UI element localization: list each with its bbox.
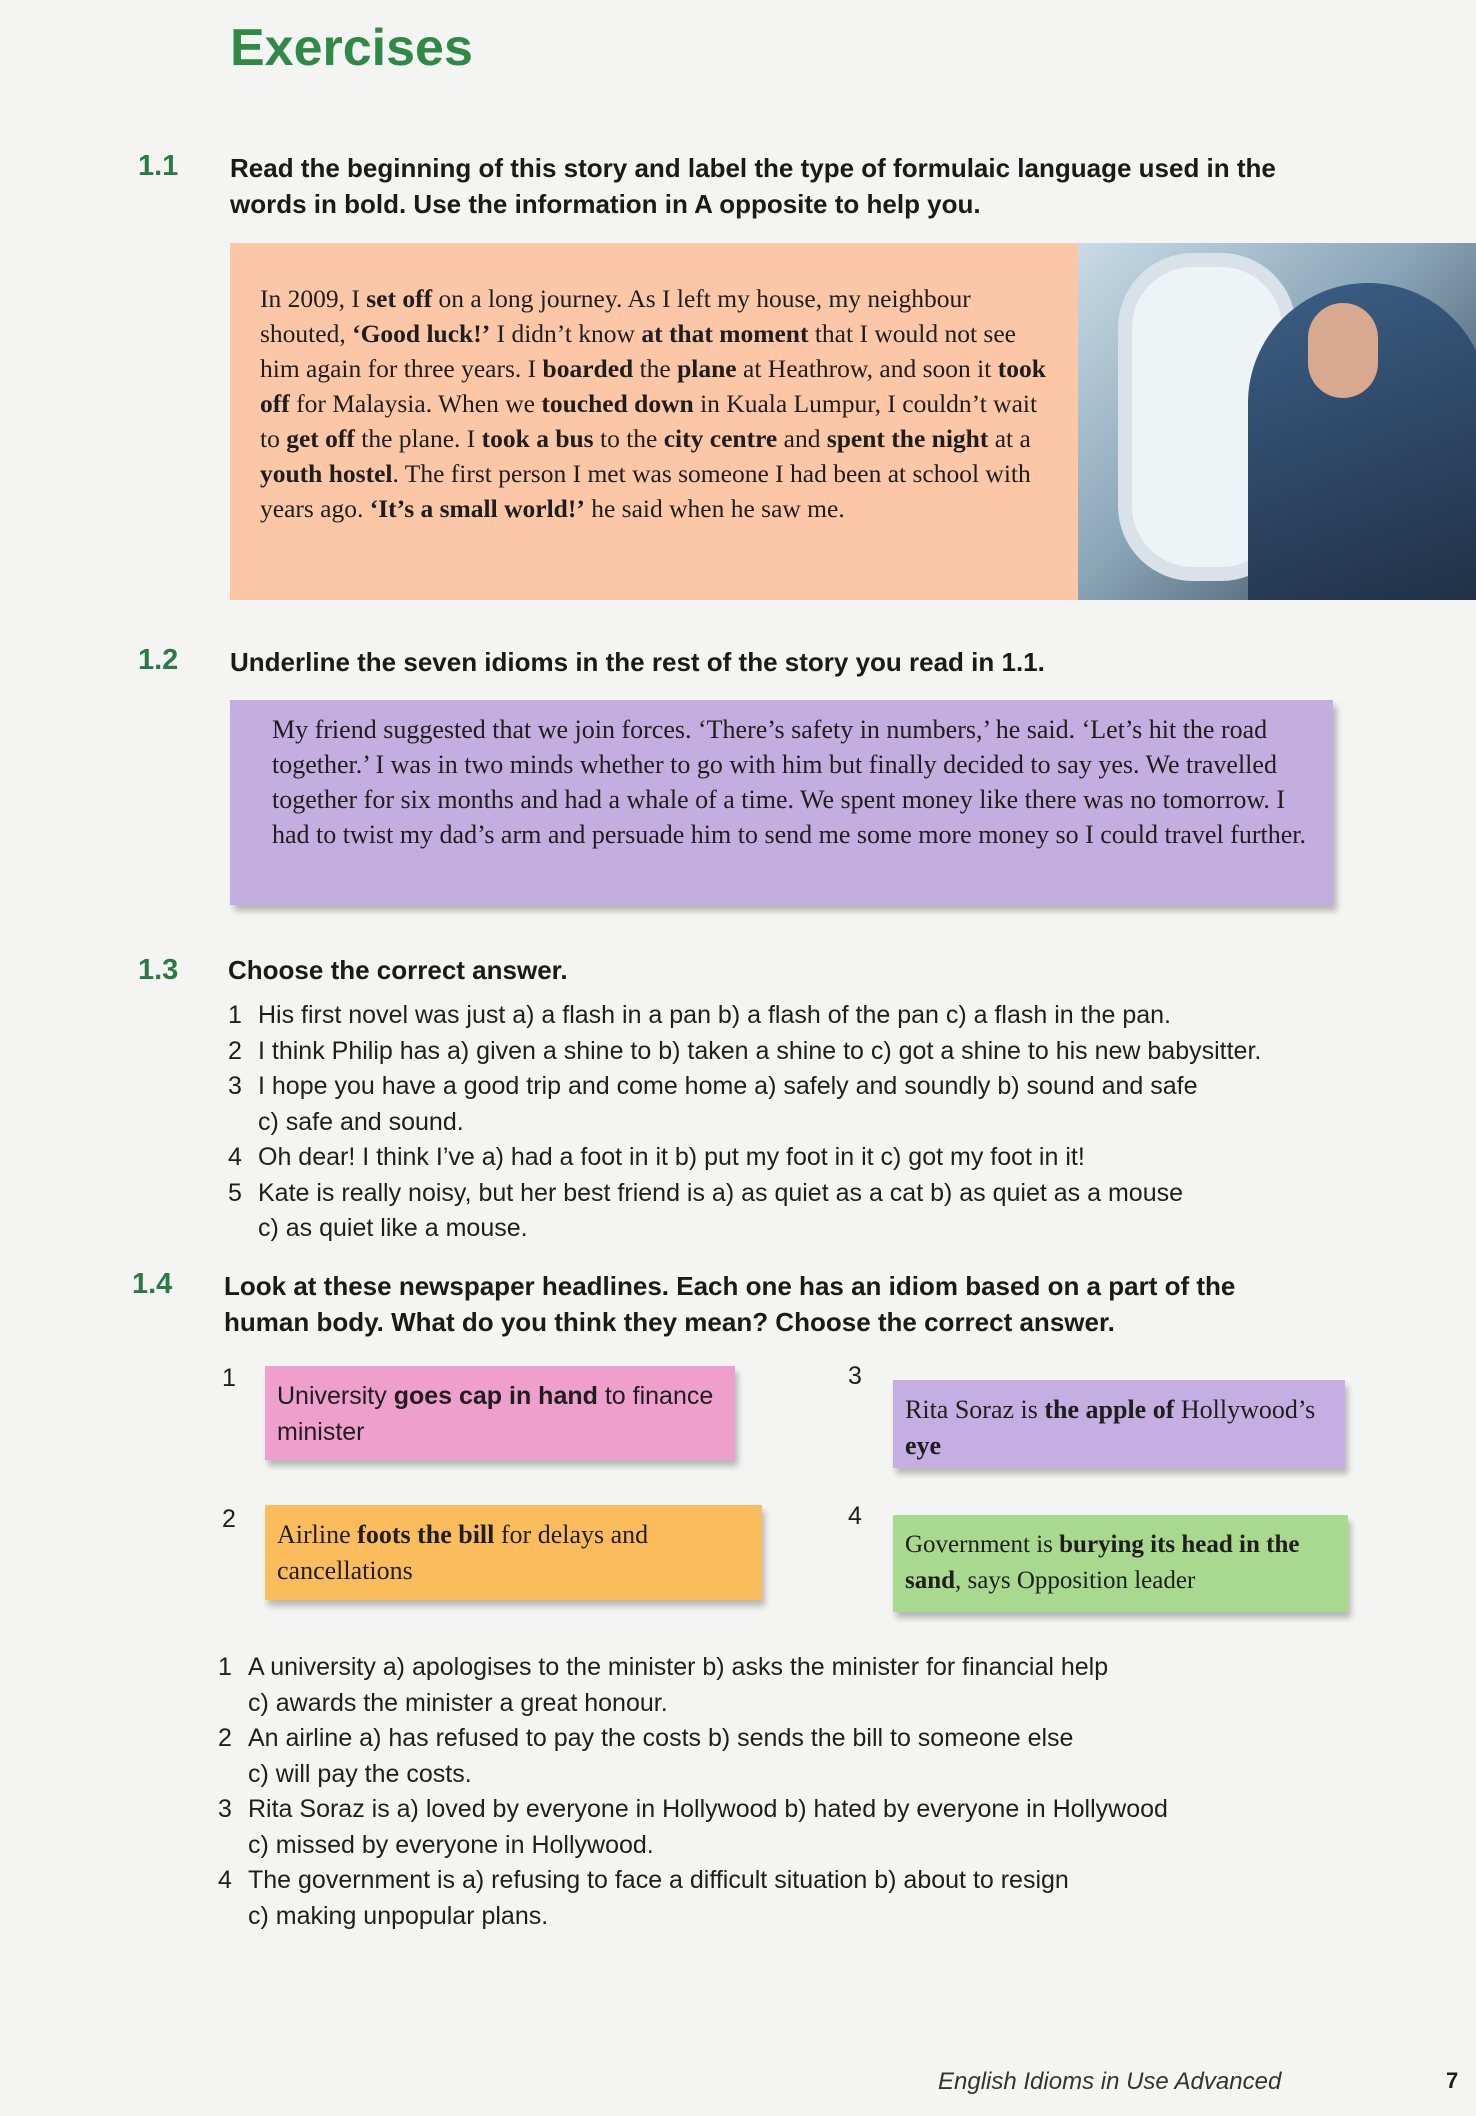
headline-card: [893, 1515, 1348, 1612]
text-segment: he said when he saw me.: [584, 494, 845, 523]
exercise-instruction: Read the beginning of this story and label the type of formulaic language used in the words in bold. Use the information in A opposite to help you.: [230, 153, 1276, 219]
exercise-instruction: Underline the seven idioms in the rest of the story you read in 1.1.: [230, 647, 1045, 677]
question-text: Rita Soraz is a) loved by everyone in Hollywood b) hated by everyone in Hollywood: [248, 1795, 1168, 1823]
question-text: His first novel was just a) a flash in a pan b) a flash of the pan c) a flash in the pan.: [258, 1001, 1171, 1029]
passenger-face: [1308, 303, 1378, 398]
question-number: 1: [218, 1653, 232, 1681]
text-segment: at a: [988, 424, 1031, 453]
text-segment: for Malaysia. When we: [289, 389, 542, 418]
headline-number: 3: [848, 1362, 862, 1390]
bold-phrase: eye: [905, 1431, 942, 1460]
question-item: [218, 1721, 1438, 1792]
bold-phrase: youth hostel: [260, 459, 393, 488]
question-options-continued: c) awards the minister a great honour.: [248, 1688, 668, 1717]
bold-phrase: spent the night: [826, 424, 989, 453]
exercise-number: 1.2: [138, 644, 179, 676]
question-options-continued: c) as quiet like a mouse.: [258, 1214, 528, 1242]
question-text: Oh dear! I think I’ve a) had a foot in it b) put my foot in it c) got my foot in it!: [258, 1143, 1085, 1171]
text-segment: . The first person I met was someone I had been at school with years ago.: [260, 459, 1031, 523]
headline-number: 1: [222, 1364, 236, 1392]
question-number: 1: [228, 1001, 242, 1029]
question-text: A university a) apologises to the minister b) asks the minister for financial help: [248, 1653, 1109, 1681]
bold-phrase: city centre: [663, 424, 778, 453]
question-options-continued: c) safe and sound.: [258, 1107, 464, 1136]
question-item: [218, 1863, 1438, 1934]
page-title: Exercises: [230, 19, 473, 77]
exercise-number: 1.4: [132, 1268, 173, 1300]
question-options-continued: c) missed by everyone in Hollywood.: [248, 1830, 654, 1859]
exercise-instruction: Choose the correct answer.: [228, 955, 568, 985]
question-item: [218, 1650, 1438, 1721]
question-number: 2: [228, 1036, 242, 1065]
bold-phrase: took a bus: [481, 424, 594, 453]
text-segment: and: [777, 424, 827, 453]
question-item: [228, 1176, 1448, 1247]
bold-phrase: ‘It’s a small world!’: [369, 494, 585, 523]
text-segment: Airline: [277, 1520, 358, 1549]
text-segment: the plane. I: [354, 424, 482, 453]
exercise-instruction: Look at these newspaper headlines. Each one has an idiom based on a part of the human body. What do you think they mean? Choose the correct answer.: [224, 1271, 1236, 1337]
story-box: My friend suggested that we join forces. ‘There’s safety in numbers,’ he said. ‘Let’s hit the road together.’ I was in two minds whether to go with him but finally decided to say yes. We travelled together for six months and had a whale of a time. We spent money like there was no tomorrow. I had to twist my dad’s arm and persuade him to send me some more money so I could travel further.: [230, 700, 1333, 905]
question-options-continued: c) making unpopular plans.: [248, 1901, 549, 1930]
question-number: 2: [218, 1724, 232, 1752]
question-list: [218, 1650, 1438, 1934]
bold-phrase: plane: [677, 354, 737, 383]
text-segment: at Heathrow, and soon it: [736, 354, 998, 383]
question-number: 5: [228, 1178, 242, 1207]
exercise-number: 1.3: [138, 954, 179, 986]
question-number: 4: [218, 1866, 232, 1894]
question-item: [228, 1069, 1448, 1140]
exercise-number: 1.1: [138, 150, 179, 182]
bold-phrase: at that moment: [641, 319, 809, 348]
question-text: I hope you have a good trip and come home a) safely and soundly b) sound and safe: [258, 1072, 1198, 1100]
headline-number: 2: [222, 1505, 236, 1533]
story-text: [260, 281, 1048, 526]
text-segment: , says Opposition leader: [955, 1567, 1196, 1594]
question-text: The government is a) refusing to face a difficult situation b) about to resign: [248, 1866, 1069, 1894]
headline-number: 4: [848, 1502, 862, 1530]
text-segment: I didn’t know: [490, 319, 642, 348]
question-text: I think Philip has a) given a shine to b) taken a shine to c) got a shine to his new babysitter.: [258, 1036, 1262, 1065]
text-segment: Hollywood’s: [1174, 1395, 1316, 1424]
bold-phrase: ‘Good luck!’: [352, 319, 491, 348]
question-item: [218, 1792, 1438, 1863]
question-number: 3: [228, 1072, 242, 1100]
text-segment: to finance minister: [277, 1382, 714, 1446]
text-segment: the: [633, 354, 678, 383]
headline-card: [265, 1505, 762, 1600]
question-item: [228, 1140, 1448, 1176]
bold-phrase: touched down: [541, 389, 694, 418]
question-number: 4: [228, 1143, 242, 1171]
bold-phrase: set off: [366, 284, 433, 313]
bold-phrase: get off: [286, 424, 355, 453]
text-segment: that I would not see him again for three years. I: [260, 319, 1016, 383]
bold-phrase: boarded: [542, 354, 634, 383]
text-segment: to the: [593, 424, 664, 453]
question-text: An airline a) has refused to pay the costs b) sends the bill to someone else: [248, 1724, 1074, 1752]
question-item: [228, 1034, 1448, 1070]
question-number: 3: [218, 1795, 232, 1823]
story-box: [230, 243, 1078, 600]
text-segment: on a long journey. As I left my house, my neighbour shouted,: [260, 284, 971, 348]
page-number: 7: [1446, 2068, 1459, 2093]
bold-phrase: took off: [260, 354, 1046, 418]
text-segment: University: [277, 1382, 394, 1410]
question-list: [228, 998, 1448, 1247]
question-text: Kate is really noisy, but her best friend is a) as quiet as a cat b) as quiet as a mouse: [258, 1178, 1184, 1207]
bold-phrase: the apple of: [1044, 1395, 1175, 1424]
text-segment: for delays and cancellations: [277, 1520, 649, 1585]
bold-phrase: goes cap in hand: [393, 1382, 598, 1410]
airplane-passenger-photo: [1078, 243, 1476, 600]
headline-card: [265, 1366, 735, 1460]
book-title-footer: English Idioms in Use Advanced: [938, 2068, 1282, 2095]
bold-phrase: burying its head in the sand: [905, 1531, 1300, 1594]
question-item: [228, 998, 1448, 1034]
text-segment: Rita Soraz is: [905, 1395, 1045, 1424]
text-segment: Government is: [905, 1531, 1060, 1558]
headline-card: [893, 1380, 1345, 1468]
text-segment: in Kuala Lumpur, I couldn’t wait to: [260, 389, 1038, 453]
bold-phrase: foots the bill: [357, 1520, 495, 1549]
text-segment: In 2009, I: [260, 284, 367, 313]
question-options-continued: c) will pay the costs.: [248, 1759, 472, 1788]
